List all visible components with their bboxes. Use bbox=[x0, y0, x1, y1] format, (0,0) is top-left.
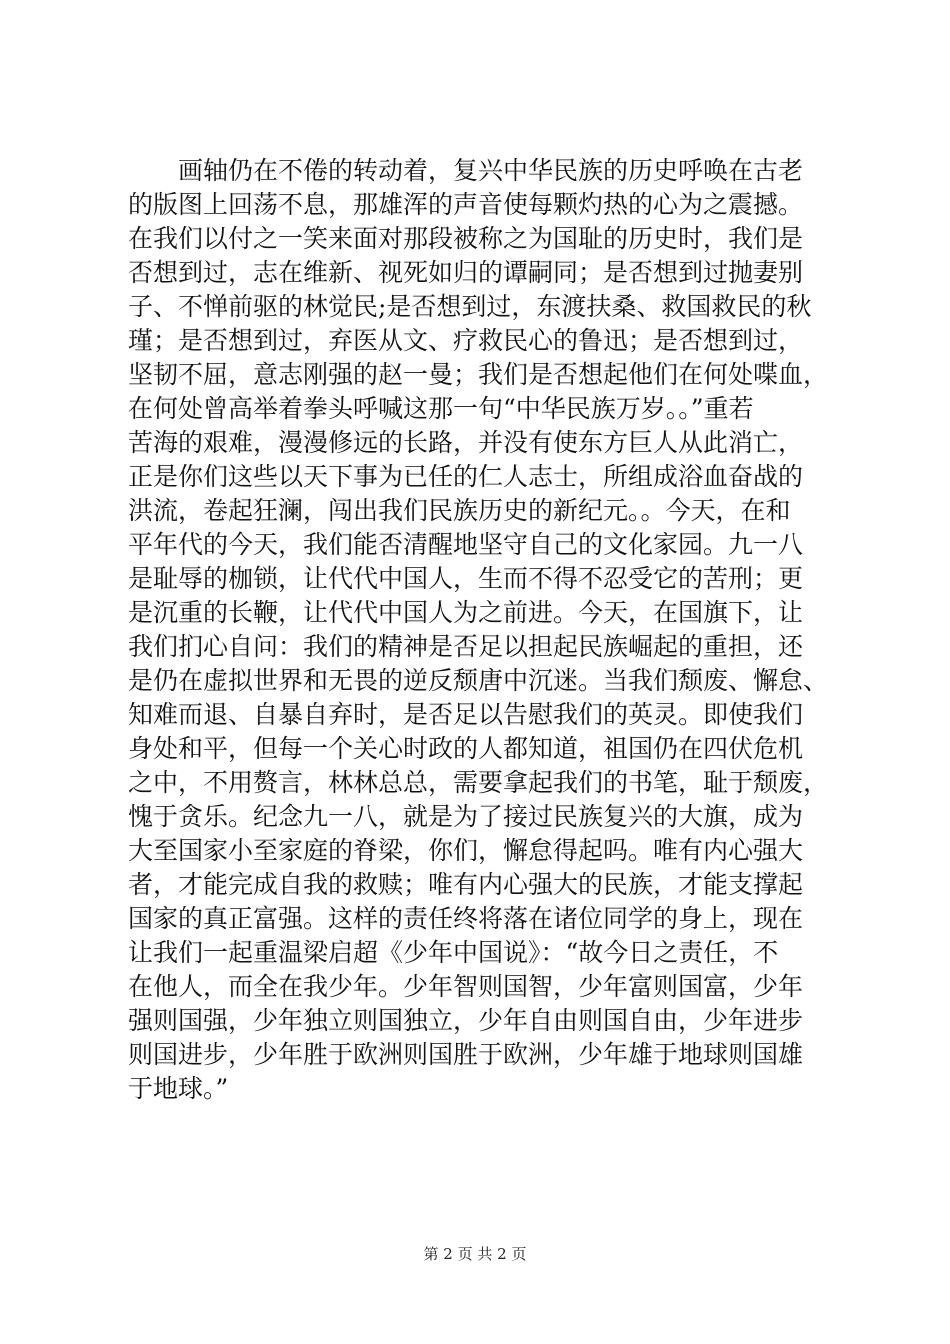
text-line: 强则国强，少年独立则国独立，少年自由则国自由，少年进步 bbox=[128, 1006, 804, 1035]
text-line: 的版图上回荡不息，那雄浑的声音使每颗灼热的心为之震撼。 bbox=[128, 190, 804, 219]
text-line: 让我们一起重温梁启超《少年中国说》：“故今日之责任，不 bbox=[128, 938, 779, 967]
text-line: 正是你们这些以天下事为已任的仁人志士，所组成浴血奋战的 bbox=[128, 462, 804, 491]
page-number-footer: 第 2 页 共 2 页 bbox=[423, 1245, 527, 1263]
text-line: 在我们以付之一笑来面对那段被称之为国耻的历史时，我们是 bbox=[128, 224, 804, 253]
text-line: 平年代的今天，我们能否清醒地坚守自己的文化家园。九一八 bbox=[128, 530, 804, 559]
text-line: 国家的真正富强。这样的责任终将落在诸位同学的身上，现在 bbox=[128, 904, 804, 933]
text-line: 身处和平，但每一个关心时政的人都知道，祖国仍在四伏危机 bbox=[128, 734, 804, 763]
text-line: 我们扪心自问：我们的精神是否足以担起民族崛起的重担，还 bbox=[128, 632, 804, 661]
text-line: 知难而退、自暴自弃时，是否足以告慰我们的英灵。即使我们 bbox=[128, 700, 804, 729]
text-line: 是沉重的长鞭，让代代中国人为之前进。今天，在国旗下，让 bbox=[128, 598, 804, 627]
text-line: 是耻辱的枷锁，让代代中国人，生而不得不忍受它的苦刑；更 bbox=[128, 564, 804, 593]
text-line: 画轴仍在不倦的转动着，复兴中华民族的历史呼唤在古老 bbox=[128, 156, 804, 185]
text-line: 否想到过，志在维新、视死如归的谭嗣同；是否想到过抛妻别 bbox=[128, 258, 804, 287]
text-line: 苦海的艰难，漫漫修远的长路，并没有使东方巨人从此消亡， bbox=[128, 428, 804, 457]
text-line: 是仍在虚拟世界和无畏的逆反颓唐中沉迷。当我们颓废、懈怠、 bbox=[128, 666, 829, 695]
text-line: 瑾；是否想到过，弃医从文、疗救民心的鲁迅；是否想到过， bbox=[128, 326, 804, 355]
text-line: 洪流，卷起狂澜，闯出我们民族历史的新纪元。。今天，在和 bbox=[128, 496, 791, 525]
text-line: 之中，不用赘言，林林总总，需要拿起我们的书笔，耻于颓废， bbox=[128, 768, 829, 797]
text-line: 则国进步，少年胜于欧洲则国胜于欧洲，少年雄于地球则国雄 bbox=[128, 1040, 804, 1069]
body-text bbox=[128, 154, 848, 1106]
text-line: 坚韧不屈，意志刚强的赵一曼；我们是否想起他们在何处喋血， bbox=[128, 360, 829, 389]
text-line: 在他人，而全在我少年。少年智则国智，少年富则国富，少年 bbox=[128, 972, 804, 1001]
text-line: 者，才能完成自我的救赎；唯有内心强大的民族，才能支撑起 bbox=[128, 870, 804, 899]
text-line: 于地球。” bbox=[128, 1074, 229, 1103]
text-line: 子、不惮前驱的林觉民;是否想到过，东渡扶桑、救国救民的秋 bbox=[128, 292, 812, 321]
text-line: 大至国家小至家庭的脊梁，你们，懈怠得起吗。唯有内心强大 bbox=[128, 836, 804, 865]
text-line: 在何处曾高举着拳头呼喊这那一句“中华民族万岁。。”重若 bbox=[128, 394, 754, 423]
text-line: 愧于贪乐。纪念九一八，就是为了接过民族复兴的大旗，成为 bbox=[128, 802, 804, 831]
